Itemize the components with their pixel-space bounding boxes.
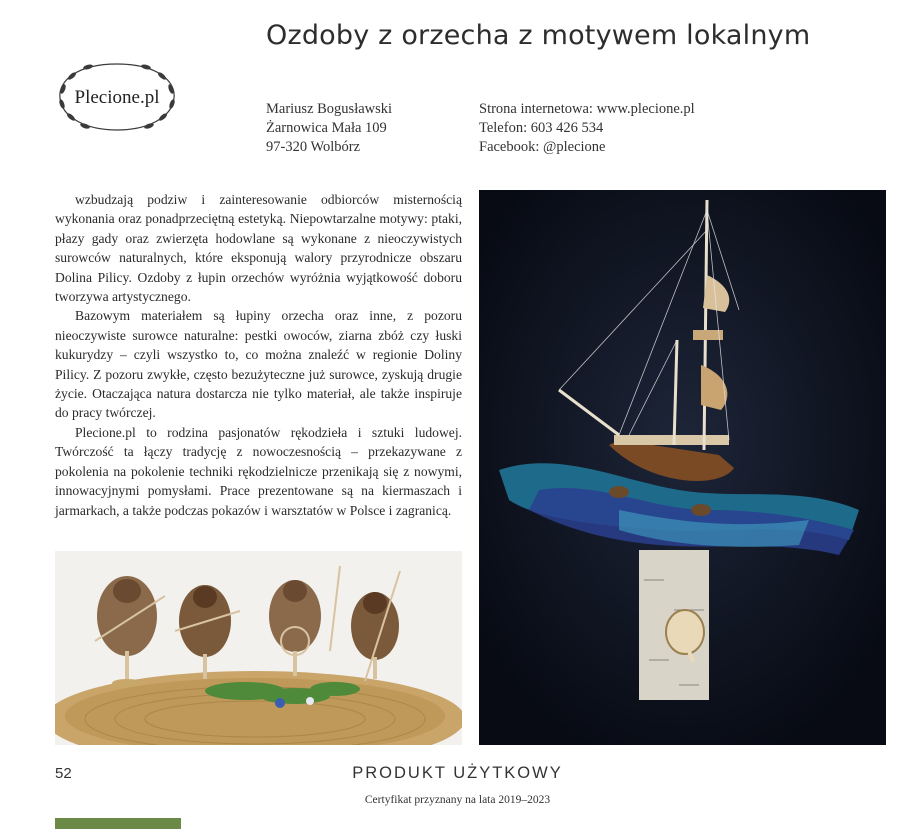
paragraph-2: Bazowym materiałem są łupiny orzecha oraz inne, z pozoru nieoczywiste surowce naturalne: pestki owoców, ziarna zbóż czy łuski kukurydzy – czyli wszystko to, co można znaleźć w regionie Doliny Pilicy. Z pozoru zwykłe, często bezużyteczne już surowce, zyskują drugie życie. Otaczająca natura dostarcza nie tylko materiał, ale także inspiruje do pracy twórczej.	[55, 308, 462, 421]
contact-name: Mariusz Bogusławski	[266, 101, 393, 117]
paragraph-3: Plecione.pl to rodzina pasjonatów rękodzieła i sztuki ludowej. Twórczość ta łączy tradycję z nowoczesnością – przekazywane z pokolenia na pokolenie techniki rękodzielnicze przenikają się z nowymi, innowacyjnymi pomysłami. Prace prezentowane są na kiermaszach i jarmarkach, a także podczas pokazów i warsztatów w Polsce i zagranicą.	[55, 424, 462, 518]
page-title: Ozdoby z orzecha z motywem lokalnym	[266, 20, 811, 51]
photo-nut-figures-band	[55, 551, 462, 745]
nut-ship-illustration	[479, 190, 886, 745]
footer-accent-bar	[55, 818, 181, 829]
logo-text: Plecione.pl	[74, 87, 160, 108]
paragraph-1: wzbudzają podziw i zainteresowanie odbiorców misternością wykonania oraz ponadprzeciętną estetyką. Niepowtarzalne motywy: ptaki, płazy gady oraz zwierzęta hodowlane są wykonane z nieoczywistych surowców naturalnych, które eksponują walory przyrodnicze obszaru Dolina Pilicy. Ozdoby z łupin orzechów wyróżnia wyjątkowość doboru tworzywa artystycznego.	[55, 192, 462, 305]
plecione-logo	[52, 56, 182, 136]
contact-address	[266, 100, 392, 157]
page-number: 52	[55, 765, 72, 782]
contact-facebook: Facebook: @plecione	[479, 139, 606, 155]
contact-online	[479, 100, 695, 157]
contact-street: Żarnowica Mała 109	[266, 120, 387, 136]
contact-phone: Telefon: 603 426 534	[479, 120, 604, 136]
photo-nut-ship	[479, 190, 886, 745]
nut-figures-illustration	[55, 551, 462, 745]
wreath-icon	[52, 56, 182, 136]
footer-category: PRODUKT UŻYTKOWY	[352, 764, 563, 782]
contact-website: Strona internetowa: www.plecione.pl	[479, 101, 695, 117]
contact-city: 97-320 Wolbórz	[266, 139, 361, 155]
footer-certificate: Certyfikat przyznany na lata 2019–2023	[364, 794, 551, 806]
article-body	[55, 190, 462, 520]
